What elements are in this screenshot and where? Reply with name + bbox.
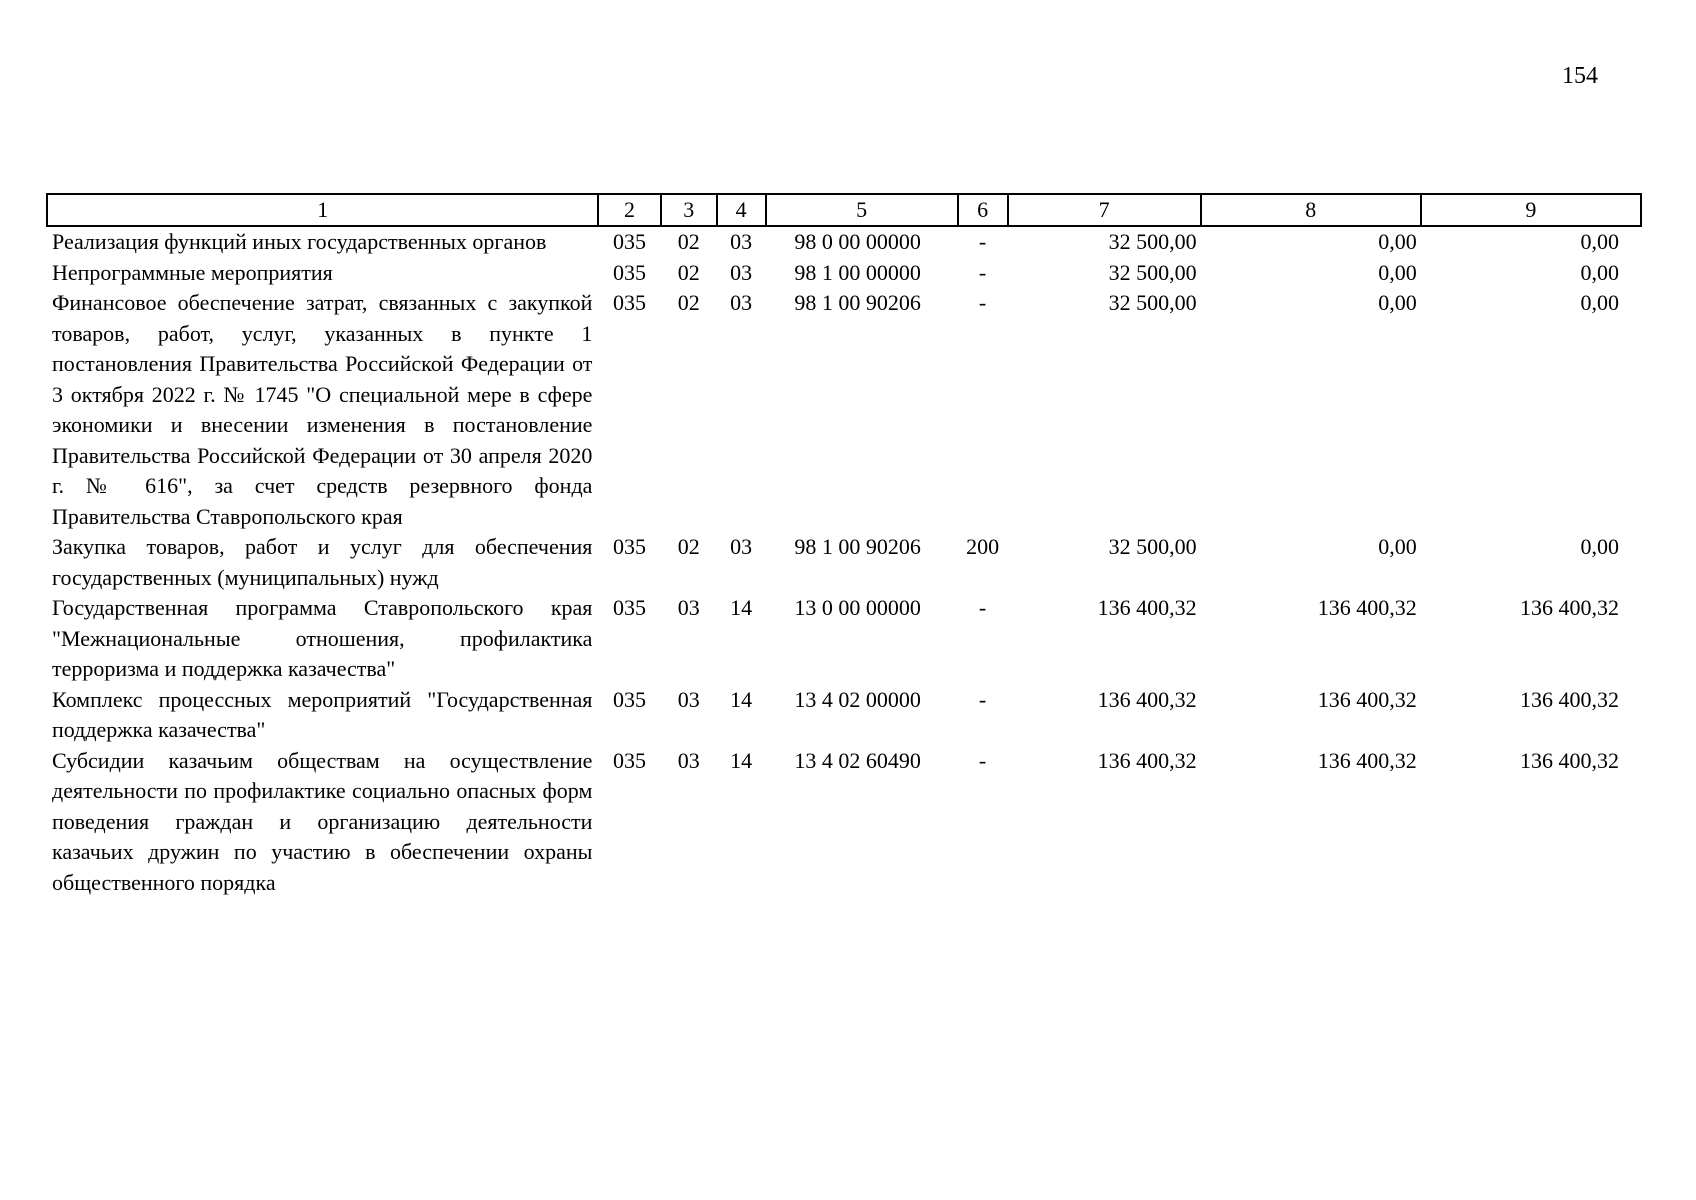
header-col-4: 4 xyxy=(717,194,766,226)
row-col-5: 13 4 02 00000 xyxy=(794,686,921,712)
row-name: Непрограммные мероприятия xyxy=(52,259,333,285)
row-col-8: 0,00 xyxy=(1378,229,1417,254)
row-col-9: 136 400,32 xyxy=(1520,747,1619,773)
row-col-3: 02 xyxy=(677,534,700,559)
row-col-8: 136 400,32 xyxy=(1317,747,1417,773)
row-col-6: - xyxy=(978,595,987,620)
table-header xyxy=(47,194,1641,226)
row-col-2: 035 xyxy=(613,229,647,254)
header-row xyxy=(47,194,1641,226)
budget-table xyxy=(46,193,1642,898)
row-name: Реализация функций иных государственных органов xyxy=(52,229,547,254)
row-col-3: 03 xyxy=(677,747,700,773)
row-col-3: 03 xyxy=(677,686,700,712)
row-col-6: 200 xyxy=(966,534,1000,559)
table-row xyxy=(47,258,1641,289)
table-row xyxy=(47,593,1641,685)
row-col-4: 14 xyxy=(730,686,753,712)
header-col-1: 1 xyxy=(47,194,598,226)
row-col-6: - xyxy=(978,686,987,712)
row-col-2: 035 xyxy=(613,534,647,559)
table-row xyxy=(47,685,1641,746)
row-col-9: 0,00 xyxy=(1580,259,1619,285)
row-col-8: 0,00 xyxy=(1378,259,1417,285)
row-col-8: 0,00 xyxy=(1378,290,1417,315)
row-col-7: 32 500,00 xyxy=(1108,259,1197,285)
header-col-6: 6 xyxy=(958,194,1008,226)
row-col-7: 136 400,32 xyxy=(1097,595,1197,620)
header-col-7: 7 xyxy=(1008,194,1201,226)
row-col-7: 136 400,32 xyxy=(1097,747,1197,773)
row-col-3: 03 xyxy=(677,595,700,620)
table-row xyxy=(47,288,1641,532)
header-col-2: 2 xyxy=(598,194,660,226)
row-col-5: 98 1 00 00000 xyxy=(794,259,921,285)
row-col-8: 136 400,32 xyxy=(1317,595,1417,620)
row-col-8: 0,00 xyxy=(1378,534,1417,559)
page-number: 154 xyxy=(1562,63,1598,89)
row-name: Финансовое обеспечение затрат, связанных с закупкой товаров, работ, услуг, указанных в пункте 1 постановления Правительства Российской Федерации от 3 октября 2022 г. № 1745 "О специальной мере в сфере экономики и внесении изменения в постановление Правительства Российской Федерации от 30 апреля 2020 г. № 616", за счет средств резервного фонда Правительства Ставропольского края xyxy=(52,290,593,529)
row-col-2: 035 xyxy=(613,259,647,285)
header-col-5: 5 xyxy=(766,194,958,226)
row-col-2: 035 xyxy=(613,595,647,620)
row-col-7: 136 400,32 xyxy=(1097,686,1197,712)
row-col-9: 0,00 xyxy=(1580,290,1619,315)
header-col-8: 8 xyxy=(1201,194,1421,226)
row-col-2: 035 xyxy=(613,747,647,773)
row-col-9: 0,00 xyxy=(1580,534,1619,559)
row-col-6: - xyxy=(978,747,987,773)
row-col-3: 02 xyxy=(677,290,700,315)
row-name: Комплекс процессных мероприятий "Государственная поддержка казачества" xyxy=(52,686,593,742)
row-col-7: 32 500,00 xyxy=(1108,290,1197,315)
row-col-4: 14 xyxy=(730,747,753,773)
table-body xyxy=(47,226,1641,898)
row-col-6: - xyxy=(978,259,987,285)
row-col-4: 14 xyxy=(730,595,753,620)
row-name: Субсидии казачьим обществам на осуществление деятельности по профилактике социально опасных форм поведения граждан и организацию деятельности казачьих дружин по участию в обеспечении охраны общественного порядка xyxy=(52,747,593,895)
row-col-5: 98 1 00 90206 xyxy=(794,534,921,559)
row-col-3: 02 xyxy=(677,259,700,285)
row-col-6: - xyxy=(978,290,987,315)
header-col-9: 9 xyxy=(1421,194,1641,226)
row-col-5: 98 1 00 90206 xyxy=(794,290,921,315)
row-col-9: 0,00 xyxy=(1580,229,1619,254)
row-col-4: 03 xyxy=(730,259,753,285)
table-row xyxy=(47,226,1641,258)
row-col-6: - xyxy=(978,229,987,254)
row-col-8: 136 400,32 xyxy=(1317,686,1417,712)
row-col-9: 136 400,32 xyxy=(1520,686,1619,712)
row-name: Закупка товаров, работ и услуг для обеспечения государственных (муниципальных) нужд xyxy=(52,534,593,590)
header-col-3: 3 xyxy=(661,194,717,226)
row-col-4: 03 xyxy=(730,534,753,559)
table-row xyxy=(47,746,1641,899)
row-name: Государственная программа Ставропольского края "Межнациональные отношения, профилактика терроризма и поддержка казачества" xyxy=(52,595,593,681)
row-col-3: 02 xyxy=(677,229,700,254)
row-col-5: 13 4 02 60490 xyxy=(794,747,921,773)
row-col-5: 13 0 00 00000 xyxy=(794,595,921,620)
row-col-7: 32 500,00 xyxy=(1108,534,1197,559)
table-row xyxy=(47,532,1641,593)
row-col-7: 32 500,00 xyxy=(1108,229,1197,254)
row-col-2: 035 xyxy=(613,290,647,315)
row-col-4: 03 xyxy=(730,229,753,254)
row-col-4: 03 xyxy=(730,290,753,315)
row-col-5: 98 0 00 00000 xyxy=(794,229,921,254)
row-col-9: 136 400,32 xyxy=(1520,595,1619,620)
row-col-2: 035 xyxy=(613,686,647,712)
